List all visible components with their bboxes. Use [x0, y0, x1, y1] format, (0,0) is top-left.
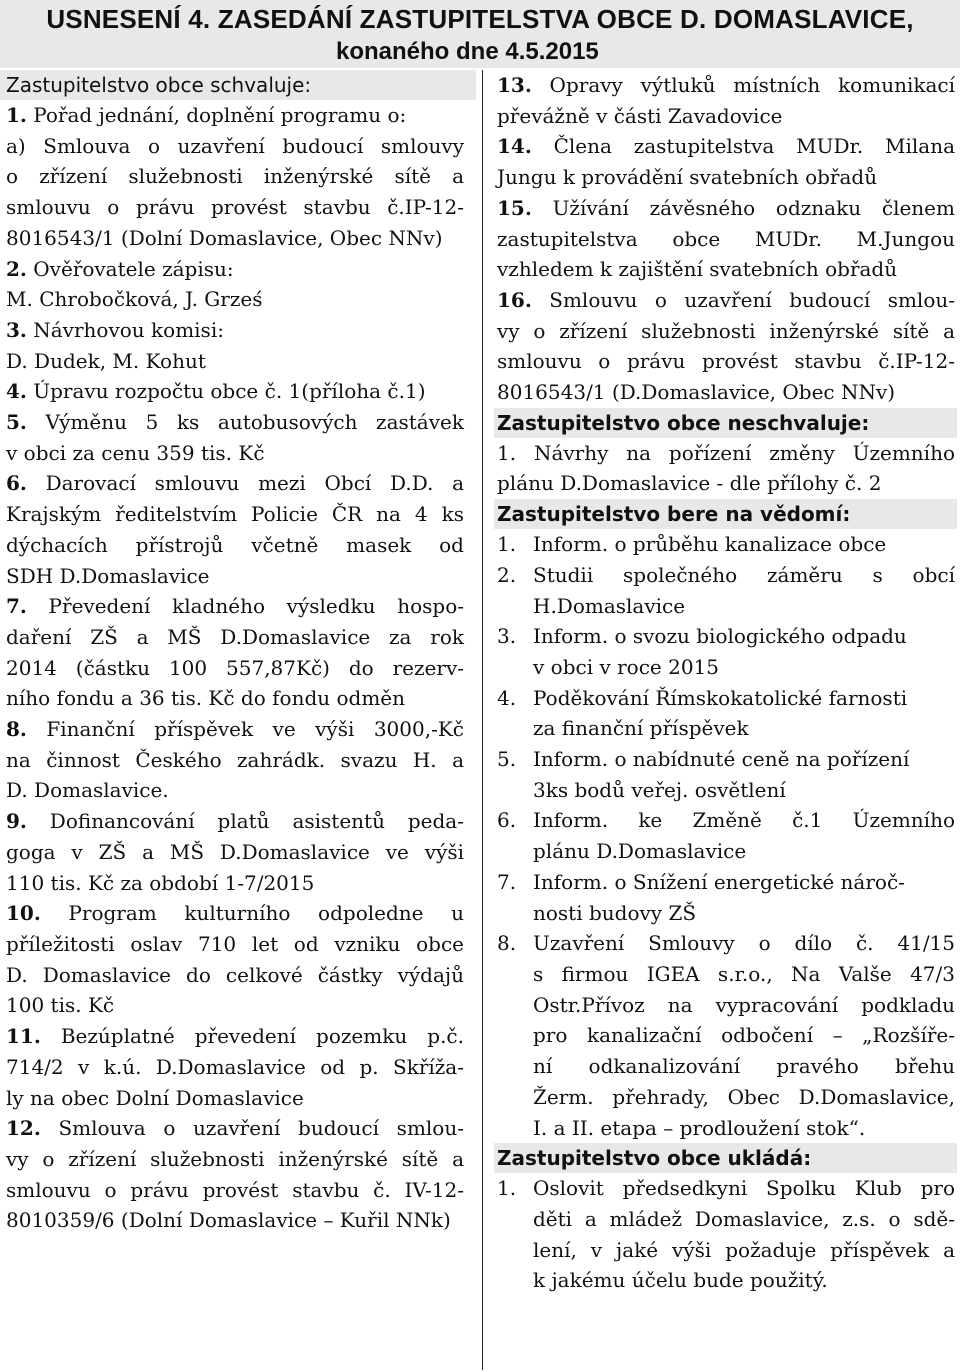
text-line	[497, 346, 955, 377]
text-line	[6, 315, 464, 346]
text-line	[6, 960, 464, 991]
line-text: Dofinancování platů asistentů peda-	[26, 809, 464, 834]
item-number: 7.	[6, 594, 27, 619]
bere-list	[497, 529, 955, 1143]
line-text: vzhledem k zajištění svatebních obřadů	[497, 257, 898, 282]
line-text: převážně v části Zavadovice	[497, 103, 783, 128]
text-line	[6, 561, 464, 592]
line-text: smlouvu o právu provést stavbu č. IV-12-	[6, 1177, 464, 1202]
text-line	[6, 499, 464, 530]
item-number: 11.	[6, 1024, 41, 1049]
item-number: 8.	[6, 717, 27, 742]
text-line	[6, 1052, 464, 1083]
right-column	[497, 70, 955, 1296]
title-bar	[0, 0, 960, 68]
line-text: vy o zřízení služebnosti inženýrské sítě a	[497, 318, 955, 343]
line-text: Výměnu 5 ks autobusových zastávek	[26, 410, 464, 435]
text-line	[6, 1021, 464, 1052]
line-text: Darovací smlouvu mezi Obcí D.D. a	[26, 471, 464, 496]
line-text: Inform. o průběhu kanalizace obce	[533, 532, 887, 557]
line-text: daření ZŠ a MŠ D.Domaslavice za rok	[6, 624, 464, 649]
line-text: D. Domaslavice.	[6, 778, 169, 803]
text-line	[6, 806, 464, 837]
text-line	[6, 1175, 464, 1206]
line-text: ly na obec Dolní Domaslavice	[6, 1085, 304, 1110]
line-text: Užívání závěsného odznaku členem	[531, 195, 955, 220]
text-line	[6, 254, 464, 285]
line-text: 2014 (částku 100 557,87Kč) do rezerv-	[6, 655, 464, 680]
section-heading-uklada: Zastupitelstvo obce ukládá:	[494, 1143, 957, 1173]
schvaluje-continued	[497, 70, 955, 408]
list-item	[497, 683, 955, 744]
line-text: Člena zastupitelstva MUDr. Milana	[531, 134, 955, 159]
item-number: 3.	[6, 317, 27, 342]
list-item	[497, 805, 955, 866]
text-line	[497, 193, 955, 224]
line-text: Uzavření Smlouvy o dílo č. 41/15	[533, 931, 955, 956]
list-item	[497, 1173, 955, 1296]
line-text: vy o zřízení služebnosti inženýrské sítě a	[6, 1146, 464, 1171]
section-heading-bere: Zastupitelstvo bere na vědomí:	[494, 499, 957, 529]
column-divider	[482, 70, 483, 1370]
line-text: Inform. o nabídnuté ceně na pořízení	[533, 747, 910, 772]
list-item	[497, 867, 955, 928]
item-number: 7.	[497, 869, 517, 894]
line-text: 8016543/1 (Dolní Domaslavice, Obec NNv)	[6, 225, 443, 250]
text-line	[6, 1205, 464, 1236]
line-text: Bezúplatné převedení pozemku p.č.	[40, 1024, 464, 1049]
item-number: 4.	[497, 685, 517, 710]
text-line	[497, 316, 955, 347]
line-text: Jungu k provádění svatebních obřadů	[497, 165, 878, 190]
text-line	[6, 622, 464, 653]
line-text: SDH D.Domaslavice	[6, 563, 210, 588]
text-line	[6, 376, 464, 407]
line-text: plánu D.Domaslavice	[533, 839, 747, 864]
item-number: 5.	[497, 747, 517, 772]
line-text: smlouvu o právu provést stavbu č.IP-12-	[6, 195, 464, 220]
line-text: Poděkování Římskokatolické farnosti	[533, 685, 908, 710]
line-text: Převedení kladného výsledku hospo-	[26, 594, 464, 619]
line-text: 1. Návrhy na pořízení změny Územního	[497, 440, 955, 465]
text-line	[497, 468, 955, 499]
line-text: v obci v roce 2015	[533, 654, 720, 679]
uklada-list	[497, 1173, 955, 1296]
text-line	[6, 683, 464, 714]
text-line	[497, 377, 955, 408]
line-text: Finanční příspěvek ve výši 3000,-Kč	[26, 717, 464, 742]
text-line	[497, 438, 955, 469]
line-text: Inform. ke Změně č.1 Územního	[533, 808, 955, 833]
item-number: 15.	[497, 195, 532, 220]
text-line	[6, 438, 464, 469]
document-title: USNESENÍ 4. ZASEDÁNÍ ZASTUPITELSTVA OBCE D. DOMASLAVICE,	[46, 4, 914, 34]
line-text: k jakému účelu bude použitý.	[533, 1268, 828, 1293]
text-line	[6, 131, 464, 162]
text-line	[6, 1144, 464, 1175]
line-text: Program kulturního odpoledne u	[40, 901, 464, 926]
left-column	[6, 70, 464, 1236]
text-line	[6, 837, 464, 868]
line-text: D. Dudek, M. Kohut	[6, 348, 206, 373]
line-text: smlouvu o právu provést stavbu č.IP-12-	[497, 349, 955, 374]
line-text: Studii společného záměru s obcí	[533, 562, 955, 587]
line-text: Krajským ředitelstvím Policie ČR na 4 ks	[6, 502, 464, 527]
text-line	[6, 407, 464, 438]
line-text: Inform. o svozu biologického odpadu	[533, 624, 907, 649]
list-item	[497, 928, 955, 1143]
line-text: dýchacích přístrojů včetně masek od	[6, 532, 464, 557]
section-heading-neschvaluje: Zastupitelstvo obce neschvaluje:	[494, 408, 957, 438]
line-text: D. Domaslavice do celkové částky výdajů	[6, 962, 464, 987]
text-line	[6, 898, 464, 929]
line-text: plánu D.Domaslavice - dle přílohy č. 2	[497, 471, 882, 496]
text-line	[6, 468, 464, 499]
line-text: Ostr.Přívoz na vypracování podkladu	[533, 992, 955, 1017]
text-line	[497, 131, 955, 162]
text-line	[6, 929, 464, 960]
line-text: ního fondu a 36 tis. Kč do fondu odměn	[6, 686, 406, 711]
item-number: 10.	[6, 901, 41, 926]
item-number: 1.	[497, 532, 517, 557]
item-number: 3.	[497, 624, 517, 649]
line-text: Smlouva o uzavření budoucí smlou-	[40, 1116, 464, 1141]
line-text: s firmou IGEA s.r.o., Na Valše 47/3	[533, 961, 955, 986]
line-text: Žerm. přehrady, Obec D.Domaslavice,	[533, 1084, 955, 1109]
item-number: 12.	[6, 1116, 41, 1141]
text-line	[497, 285, 955, 316]
text-line	[6, 192, 464, 223]
text-line	[497, 70, 955, 101]
left-lines	[6, 100, 464, 1236]
item-number: 14.	[497, 134, 532, 159]
line-text: na činnost Českého zahrádk. svazu H. a	[6, 747, 464, 772]
text-line	[6, 775, 464, 806]
text-line	[497, 162, 955, 193]
line-text: Pořad jednání, doplnění programu o:	[26, 103, 407, 127]
line-text: Návrhovou komisi:	[26, 317, 224, 342]
line-text: o zřízení služebnosti inženýrské sítě a	[6, 164, 464, 189]
line-text: Úpravu rozpočtu obce č. 1(příloha č.1)	[26, 379, 426, 404]
item-number: 1.	[497, 1176, 517, 1201]
line-text: Inform. o Snížení energetické nároč-	[533, 869, 905, 894]
line-text: děti a mládež Domaslavice, z.s. o sdě-	[533, 1206, 955, 1231]
line-text: ní odkanalizování pravého břehu	[533, 1054, 955, 1079]
line-text: 8016543/1 (D.Domaslavice, Obec NNv)	[497, 380, 896, 405]
text-line	[6, 100, 464, 131]
text-line	[6, 223, 464, 254]
line-text: za finanční příspěvek	[533, 716, 749, 741]
line-text: příležitosti oslav 710 let od vzniku obce	[6, 931, 464, 956]
text-line	[6, 284, 464, 315]
document-subtitle: konaného dne 4.5.2015	[336, 38, 599, 65]
item-number: 9.	[6, 809, 27, 834]
item-number: 5.	[6, 410, 27, 435]
line-text: Opravy výtluků místních komunikací	[531, 73, 955, 97]
line-text: Smlouvu o uzavření budoucí smlou-	[531, 287, 955, 312]
line-text: Ověřovatele zápisu:	[26, 256, 234, 281]
item-number: 1.	[6, 103, 27, 127]
text-line	[6, 1113, 464, 1144]
line-text: H.Domaslavice	[533, 593, 686, 618]
line-text: zastupitelstva obce MUDr. M.Jungou	[497, 226, 955, 251]
text-line	[6, 1083, 464, 1114]
text-line	[6, 346, 464, 377]
line-text: lení, v jaké výši požaduje příspěvek a	[533, 1237, 955, 1262]
text-line	[497, 254, 955, 285]
item-number: 16.	[497, 287, 532, 312]
text-line	[6, 161, 464, 192]
text-line	[6, 530, 464, 561]
line-text: goga v ZŠ a MŠ D.Domaslavice ve výši	[6, 839, 464, 864]
line-text: Oslovit předsedkyni Spolku Klub pro	[533, 1176, 955, 1201]
line-text: v obci za cenu 359 tis. Kč	[6, 440, 265, 465]
line-text: 110 tis. Kč za období 1-7/2015	[6, 870, 315, 895]
text-line	[6, 591, 464, 622]
item-number: 6.	[497, 808, 517, 833]
line-text: nosti budovy ZŠ	[533, 900, 697, 925]
neschvaluje-list	[497, 438, 955, 499]
item-number: 8.	[497, 931, 517, 956]
line-text: pro kanalizační odbočení – „Rozšíře-	[533, 1023, 955, 1048]
list-item	[497, 744, 955, 805]
text-line	[497, 224, 955, 255]
list-item	[497, 560, 955, 621]
item-number: 4.	[6, 379, 27, 404]
item-number: 6.	[6, 471, 27, 496]
item-number: 2.	[497, 562, 517, 587]
item-number: 13.	[497, 73, 532, 97]
list-item	[497, 529, 955, 560]
text-line	[497, 101, 955, 132]
text-line	[6, 653, 464, 684]
section-heading-schvaluje: Zastupitelstvo obce schvaluje:	[0, 70, 476, 100]
line-text: 100 tis. Kč	[6, 993, 115, 1018]
line-text: M. Chrobočková, J. Grześ	[6, 287, 263, 312]
line-text: 3ks bodů veřej. osvětlení	[533, 777, 786, 802]
line-text: I. a II. etapa – prodloužení stok“.	[533, 1115, 866, 1140]
line-text: a) Smlouva o uzavření budoucí smlouvy	[6, 133, 464, 158]
line-text: 714/2 v k.ú. D.Domaslavice od p. Skříža-	[6, 1054, 464, 1079]
text-line	[6, 714, 464, 745]
item-number: 2.	[6, 256, 27, 281]
text-line	[6, 868, 464, 899]
list-item	[497, 621, 955, 682]
line-text: 8010359/6 (Dolní Domaslavice – Kuřil NNk)	[6, 1208, 451, 1233]
text-line	[6, 745, 464, 776]
text-line	[6, 990, 464, 1021]
